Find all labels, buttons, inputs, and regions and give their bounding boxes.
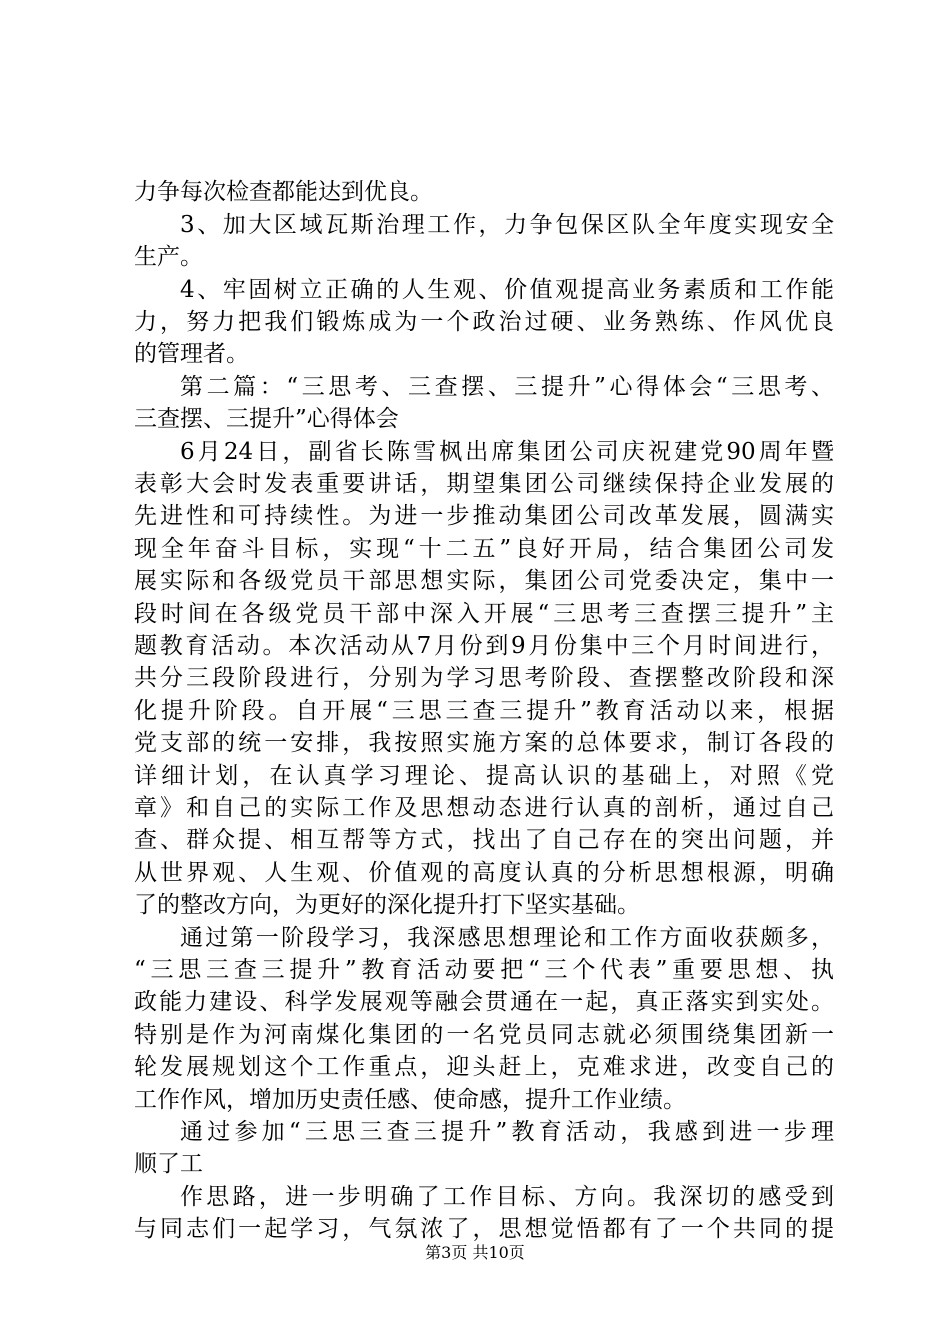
text-line: 工作作风，增加历史责任感、使命感，提升工作业绩。 (134, 1087, 686, 1113)
text-line: 作思路，进一步明确了工作目标、方向。我深切的感受到 (180, 1184, 834, 1210)
text-line: 生产。 (134, 244, 203, 270)
text-line: 了的整改方向，为更好的深化提升打下坚实基础。 (134, 892, 640, 918)
text-line: 题教育活动。本次活动从7月份到9月份集中三个月时间进行， (134, 633, 834, 659)
text-line: 4、牢固树立正确的人生观、价值观提高业务素质和工作能 (180, 277, 834, 303)
text-line: 通过参加“三思三查三提升”教育活动，我感到进一步理 (180, 1119, 834, 1145)
text-line: 的管理者。 (134, 341, 249, 367)
text-line: 3、加大区域瓦斯治理工作，力争包保区队全年度实现安全 (180, 212, 834, 238)
text-line: 详细计划，在认真学习理论、提高认识的基础上，对照《党 (134, 763, 834, 789)
text-line: 表彰大会时发表重要讲话，期望集团公司继续保持企业发展的 (134, 471, 834, 497)
text-line: 党支部的统一安排，我按照实施方案的总体要求，制订各段的 (134, 730, 834, 756)
text-line: 现全年奋斗目标，实现“十二五”良好开局，结合集团公司发 (134, 536, 834, 562)
text-line: 顺了工 (134, 1151, 203, 1177)
text-line: 章》和自己的实际工作及思想动态进行认真的剖析，通过自己 (134, 795, 834, 821)
text-line: 从世界观、人生观、价值观的高度认真的分析思想根源，明确 (134, 860, 834, 886)
text-line: 轮发展规划这个工作重点，迎头赶上，克难求进，改变自己的 (134, 1054, 834, 1080)
text-line: 政能力建设、科学发展观等融会贯通在一起，真正落实到实处。 (134, 989, 834, 1015)
text-line: 与同志们一起学习，气氛浓了，思想觉悟都有了一个共同的提 (134, 1216, 834, 1242)
section-heading: 三查摆、三提升”心得体会 (134, 406, 399, 432)
text-line: 先进性和可持续性。为进一步推动集团公司改革发展，圆满实 (134, 503, 834, 529)
section-heading: 第二篇：“三思考、三查摆、三提升”心得体会“三思考、 (180, 374, 834, 400)
text-line: 共分三段阶段进行，分别为学习思考阶段、查摆整改阶段和深 (134, 665, 834, 691)
text-line: “三思三查三提升”教育活动要把“三个代表”重要思想、执 (134, 957, 834, 983)
page-number-footer: 第3页 共10页 (425, 1243, 525, 1262)
text-line: 化提升阶段。自开展“三思三查三提升”教育活动以来，根据 (134, 698, 834, 724)
text-line: 特别是作为河南煤化集团的一名党员同志就必须围绕集团新一 (134, 1022, 834, 1048)
text-line: 力争每次检查都能达到优良。 (134, 179, 433, 205)
text-line: 展实际和各级党员干部思想实际，集团公司党委决定，集中一 (134, 568, 834, 594)
text-line: 6月24日，副省长陈雪枫出席集团公司庆祝建党90周年暨 (180, 439, 834, 465)
text-line: 段时间在各级党员干部中深入开展“三思考三查摆三提升”主 (134, 601, 834, 627)
text-line: 力，努力把我们锻炼成为一个政治过硬、业务熟练、作风优良 (134, 309, 834, 335)
text-line: 通过第一阶段学习，我深感思想理论和工作方面收获颇多， (180, 925, 834, 951)
text-line: 查、群众提、相互帮等方式，找出了自己存在的突出问题，并 (134, 827, 834, 853)
